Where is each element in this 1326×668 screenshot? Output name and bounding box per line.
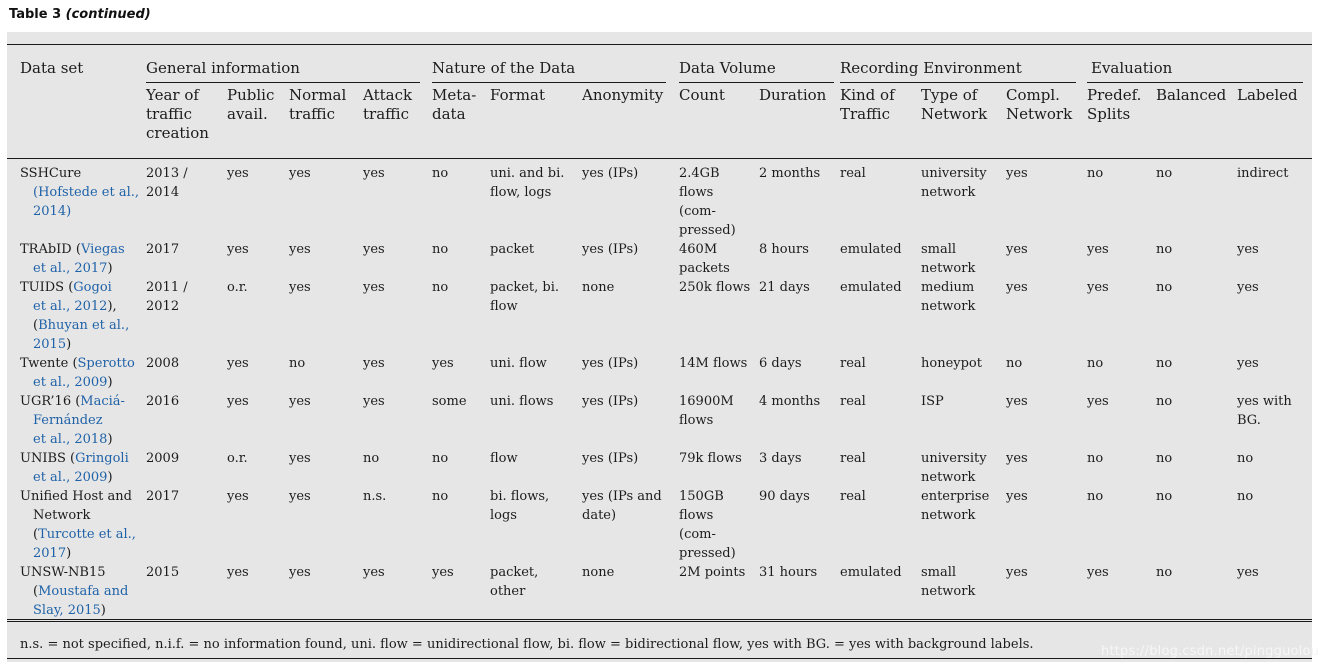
- cell-network: honeypot: [921, 356, 982, 371]
- top-rule: [7, 44, 1312, 45]
- cell-format: uni. flows: [490, 394, 554, 409]
- cell-network: small: [921, 565, 957, 580]
- column-header-network: Type of: [921, 86, 978, 104]
- cell-network: network: [921, 185, 976, 200]
- cell-public: o.r.: [227, 451, 248, 466]
- cell-public: yes: [227, 242, 249, 257]
- cell-format: flow: [490, 451, 518, 466]
- cell-balanced: no: [1156, 242, 1173, 257]
- cell-normal: yes: [289, 242, 311, 257]
- cell-count: packets: [679, 261, 730, 276]
- bottom-rule-2: [7, 621, 1312, 622]
- citation-link[interactable]: et al., 2018: [33, 432, 108, 447]
- column-header-count: Count: [679, 86, 725, 104]
- cell-splits: no: [1087, 489, 1104, 504]
- dataset-text: ): [107, 470, 113, 485]
- table-caption: [9, 7, 151, 22]
- citation-link[interactable]: Viegas: [80, 242, 125, 257]
- column-header-kind: Kind of: [840, 86, 895, 104]
- group-rule-volume: [679, 82, 834, 83]
- dataset-text: ): [107, 261, 113, 276]
- cell-count: 79k flows: [679, 451, 742, 466]
- cell-meta: no: [432, 242, 449, 257]
- cell-meta: no: [432, 166, 449, 181]
- cell-count: (com-: [679, 527, 716, 542]
- cell-count: (com-: [679, 204, 716, 219]
- cell-compl: yes: [1006, 489, 1028, 504]
- cell-labeled: no: [1237, 451, 1254, 466]
- citation-link[interactable]: 2015: [33, 337, 67, 352]
- dataset-name: [20, 164, 81, 183]
- cell-year: 2017: [146, 489, 180, 504]
- dataset-text: SSHCure: [20, 166, 82, 181]
- cell-count: pressed): [679, 223, 736, 238]
- cell-meta: no: [432, 489, 449, 504]
- dataset-text: ): [66, 546, 72, 561]
- group-header-volume: Data Volume: [679, 59, 776, 77]
- cell-network: network: [921, 261, 976, 276]
- cell-count: 460M: [679, 242, 718, 257]
- dataset-text: (: [33, 318, 39, 333]
- dataset-name: [20, 335, 71, 354]
- dataset-name: [20, 468, 113, 487]
- dataset-name: [20, 601, 106, 620]
- cell-network: medium: [921, 280, 975, 295]
- cell-network: ISP: [921, 394, 944, 409]
- cell-kind: real: [840, 489, 866, 504]
- cell-anonymity: yes (IPs): [582, 394, 639, 409]
- cell-duration: 6 days: [759, 356, 802, 371]
- column-header-dataset: Data set: [20, 59, 84, 77]
- cell-network: university: [921, 166, 987, 181]
- cell-year: 2013 /: [146, 166, 188, 181]
- group-rule-nature: [432, 82, 666, 83]
- cell-splits: no: [1087, 356, 1104, 371]
- citation-link[interactable]: et al., 2009: [33, 470, 108, 485]
- cell-anonymity: yes (IPs): [582, 166, 639, 181]
- cell-normal: yes: [289, 489, 311, 504]
- citation-link[interactable]: Turcotte et al.,: [38, 527, 136, 542]
- cell-network: network: [921, 299, 976, 314]
- cell-public: yes: [227, 489, 249, 504]
- dataset-name: [20, 240, 125, 259]
- cell-network: network: [921, 508, 976, 523]
- cell-count: flows: [679, 185, 714, 200]
- column-header-compl: Network: [1006, 105, 1073, 123]
- column-header-labeled: Labeled: [1237, 86, 1298, 104]
- cell-meta: yes: [432, 356, 454, 371]
- cell-normal: yes: [289, 394, 311, 409]
- cell-year: 2008: [146, 356, 180, 371]
- cell-attack: yes: [363, 280, 385, 295]
- cell-kind: emulated: [840, 280, 902, 295]
- header-rule: [7, 158, 1312, 159]
- dataset-name: [20, 316, 129, 335]
- group-header-nature: Nature of the Data: [432, 59, 576, 77]
- cell-duration: 2 months: [759, 166, 821, 181]
- cell-format: flow: [490, 299, 518, 314]
- column-header-network: Network: [921, 105, 988, 123]
- column-header-year: creation: [146, 124, 209, 142]
- cell-anonymity: yes (IPs): [582, 242, 639, 257]
- cell-duration: 4 months: [759, 394, 821, 409]
- cell-anonymity: none: [582, 280, 615, 295]
- cell-year: 2009: [146, 451, 180, 466]
- column-header-format: Format: [490, 86, 545, 104]
- dataset-name: [20, 563, 106, 582]
- table-panel: [7, 32, 1320, 662]
- cell-format: flow, logs: [490, 185, 552, 200]
- cell-balanced: no: [1156, 394, 1173, 409]
- cell-compl: yes: [1006, 242, 1028, 257]
- column-header-attack: Attack: [363, 86, 413, 104]
- cell-compl: yes: [1006, 394, 1028, 409]
- dataset-name: [20, 430, 113, 449]
- column-header-kind: Traffic: [840, 105, 890, 123]
- cell-count: pressed): [679, 546, 736, 561]
- dataset-text: TUIDS (: [20, 280, 74, 295]
- group-rule-evaluation: [1087, 82, 1303, 83]
- cell-year: 2011 /: [146, 280, 188, 295]
- cell-count: flows: [679, 413, 714, 428]
- dataset-text: ): [107, 375, 113, 390]
- cell-format: uni. flow: [490, 356, 547, 371]
- cell-normal: no: [289, 356, 306, 371]
- citation-link[interactable]: et al., 2009: [33, 375, 108, 390]
- cell-compl: yes: [1006, 565, 1028, 580]
- cell-normal: yes: [289, 280, 311, 295]
- dataset-name: [20, 278, 112, 297]
- cell-normal: yes: [289, 166, 311, 181]
- cell-anonymity: yes (IPs and: [582, 489, 662, 504]
- cell-kind: real: [840, 394, 866, 409]
- column-header-public: avail.: [227, 105, 268, 123]
- cell-count: 2.4GB: [679, 166, 720, 181]
- cell-public: yes: [227, 565, 249, 580]
- citation-link[interactable]: et al., 2012: [33, 299, 108, 314]
- cell-labeled: indirect: [1237, 166, 1289, 181]
- caption-suffix: (continued): [65, 7, 151, 22]
- cell-compl: yes: [1006, 280, 1028, 295]
- column-header-year: Year of: [146, 86, 199, 104]
- dataset-name: [20, 202, 71, 221]
- cell-attack: yes: [363, 166, 385, 181]
- dataset-text: UNIBS (: [20, 451, 76, 466]
- group-rule-general: [146, 82, 420, 83]
- group-rule-recording: [840, 82, 1076, 83]
- dataset-text: ): [66, 337, 72, 352]
- cell-balanced: no: [1156, 489, 1173, 504]
- cell-format: packet, bi.: [490, 280, 560, 295]
- cell-balanced: no: [1156, 280, 1173, 295]
- cell-year: 2016: [146, 394, 180, 409]
- dataset-name: [20, 411, 103, 430]
- cell-public: o.r.: [227, 280, 248, 295]
- dataset-name: [20, 297, 117, 316]
- dataset-name: [20, 392, 125, 411]
- cell-network: university: [921, 451, 987, 466]
- dataset-name: [20, 506, 90, 525]
- cell-meta: no: [432, 280, 449, 295]
- dataset-text: Unified Host and: [20, 489, 132, 504]
- cell-public: yes: [227, 166, 249, 181]
- cell-anonymity: yes (IPs): [582, 356, 639, 371]
- citation-link[interactable]: 2017: [33, 546, 67, 561]
- cell-labeled: yes with: [1237, 394, 1292, 409]
- dataset-text: Network: [33, 508, 91, 523]
- cell-labeled: BG.: [1237, 413, 1261, 428]
- cell-attack: no: [363, 451, 380, 466]
- cell-duration: 21 days: [759, 280, 810, 295]
- cell-splits: yes: [1087, 280, 1109, 295]
- citation-link[interactable]: Gringoli: [75, 451, 129, 466]
- cell-count: 14M flows: [679, 356, 748, 371]
- cell-meta: some: [432, 394, 467, 409]
- cell-anonymity: none: [582, 565, 615, 580]
- group-header-recording: Recording Environment: [840, 59, 1022, 77]
- dataset-name: [20, 487, 132, 506]
- cell-public: yes: [227, 356, 249, 371]
- dataset-text: TRAbID (: [20, 242, 81, 257]
- cell-kind: real: [840, 166, 866, 181]
- cell-balanced: no: [1156, 451, 1173, 466]
- citation-link[interactable]: Bhuyan et al.,: [38, 318, 130, 333]
- dataset-name: [20, 449, 129, 468]
- cell-balanced: no: [1156, 565, 1173, 580]
- citation-link[interactable]: Sperotto: [77, 356, 135, 371]
- cell-balanced: no: [1156, 166, 1173, 181]
- cell-format: logs: [490, 508, 517, 523]
- citation-link[interactable]: Fernández: [33, 413, 103, 428]
- column-header-normal: traffic: [289, 105, 335, 123]
- cell-splits: yes: [1087, 565, 1109, 580]
- watermark: https://blog.csdn.net/pingguolou: [1101, 644, 1320, 659]
- citation-link[interactable]: Maciá-: [80, 394, 125, 409]
- cell-labeled: yes: [1237, 242, 1259, 257]
- cell-public: yes: [227, 394, 249, 409]
- cell-year: 2012: [146, 299, 180, 314]
- column-header-normal: Normal: [289, 86, 347, 104]
- column-header-meta: Meta-: [432, 86, 477, 104]
- cell-anonymity: yes (IPs): [582, 451, 639, 466]
- column-header-attack: traffic: [363, 105, 409, 123]
- dataset-text: (: [33, 527, 39, 542]
- cell-duration: 8 hours: [759, 242, 809, 257]
- cell-duration: 31 hours: [759, 565, 818, 580]
- dataset-name: [20, 525, 136, 544]
- group-header-evaluation: Evaluation: [1091, 59, 1173, 77]
- cell-meta: yes: [432, 565, 454, 580]
- cell-network: enterprise: [921, 489, 990, 504]
- cell-kind: real: [840, 356, 866, 371]
- bottom-rule-1: [7, 619, 1312, 620]
- cell-compl: yes: [1006, 166, 1028, 181]
- citation-link[interactable]: Slay, 2015: [33, 603, 101, 618]
- cell-format: bi. flows,: [490, 489, 550, 504]
- cell-attack: yes: [363, 394, 385, 409]
- column-header-duration: Duration: [759, 86, 827, 104]
- dataset-text: ): [107, 432, 113, 447]
- citation-link[interactable]: et al., 2017: [33, 261, 108, 276]
- column-header-splits: Predef.: [1087, 86, 1142, 104]
- dataset-name: [20, 354, 135, 373]
- cell-kind: emulated: [840, 565, 902, 580]
- cell-format: uni. and bi.: [490, 166, 565, 181]
- dataset-name: [20, 582, 128, 601]
- cell-count: 150GB: [679, 489, 724, 504]
- cell-network: network: [921, 470, 976, 485]
- dataset-text: (: [33, 584, 39, 599]
- dataset-name: [20, 183, 139, 202]
- cell-meta: no: [432, 451, 449, 466]
- cell-splits: yes: [1087, 394, 1109, 409]
- cell-splits: no: [1087, 166, 1104, 181]
- cell-attack: yes: [363, 565, 385, 580]
- citation-link[interactable]: Gogoi: [73, 280, 112, 295]
- cell-network: small: [921, 242, 957, 257]
- dataset-name: [20, 259, 113, 278]
- citation-link[interactable]: Moustafa and: [38, 584, 129, 599]
- cell-compl: no: [1006, 356, 1023, 371]
- cell-compl: yes: [1006, 451, 1028, 466]
- column-header-splits: Splits: [1087, 105, 1131, 123]
- cell-attack: yes: [363, 356, 385, 371]
- cell-duration: 90 days: [759, 489, 810, 504]
- dataset-text: UGR’16 (: [20, 394, 81, 409]
- cell-year: 2017: [146, 242, 180, 257]
- column-header-compl: Compl.: [1006, 86, 1060, 104]
- caption-label: Table 3: [9, 7, 62, 22]
- cell-splits: no: [1087, 451, 1104, 466]
- cell-year: 2015: [146, 565, 180, 580]
- dataset-name: [20, 373, 113, 392]
- cell-labeled: yes: [1237, 280, 1259, 295]
- column-header-anonymity: Anonymity: [582, 86, 664, 104]
- cell-balanced: no: [1156, 356, 1173, 371]
- cell-attack: yes: [363, 242, 385, 257]
- cell-count: flows: [679, 508, 714, 523]
- dataset-text: Twente (: [20, 356, 78, 371]
- group-header-general: General information: [146, 59, 300, 77]
- column-header-public: Public: [227, 86, 275, 104]
- dataset-text: ): [100, 603, 106, 618]
- cell-normal: yes: [289, 565, 311, 580]
- column-header-meta: data: [432, 105, 466, 123]
- cell-kind: real: [840, 451, 866, 466]
- cell-format: packet: [490, 242, 535, 257]
- cell-kind: emulated: [840, 242, 902, 257]
- citation-link[interactable]: 2014): [33, 204, 72, 219]
- column-header-balanced: Balanced: [1156, 86, 1227, 104]
- cell-anonymity: date): [582, 508, 617, 523]
- dataset-text: UNSW-NB15: [20, 565, 106, 580]
- table-footnote: n.s. = not specified, n.i.f. = no information found, uni. flow = unidirectional flow, bi. flow = bidirectional flow, yes with BG. = yes with background labels.: [20, 637, 1034, 652]
- dataset-text: ),: [107, 299, 117, 314]
- cell-format: packet,: [490, 565, 539, 580]
- dataset-name: [20, 544, 71, 563]
- cell-network: network: [921, 584, 976, 599]
- cell-attack: n.s.: [363, 489, 387, 504]
- cell-count: 16900M: [679, 394, 734, 409]
- cell-count: 2M points: [679, 565, 746, 580]
- column-header-year: traffic: [146, 105, 192, 123]
- cell-count: 250k flows: [679, 280, 751, 295]
- cell-labeled: no: [1237, 489, 1254, 504]
- cell-splits: yes: [1087, 242, 1109, 257]
- cell-normal: yes: [289, 451, 311, 466]
- cell-year: 2014: [146, 185, 180, 200]
- citation-link[interactable]: (Hofstede et al.,: [33, 185, 140, 200]
- cell-labeled: yes: [1237, 565, 1259, 580]
- cell-format: other: [490, 584, 526, 599]
- cell-duration: 3 days: [759, 451, 802, 466]
- cell-labeled: yes: [1237, 356, 1259, 371]
